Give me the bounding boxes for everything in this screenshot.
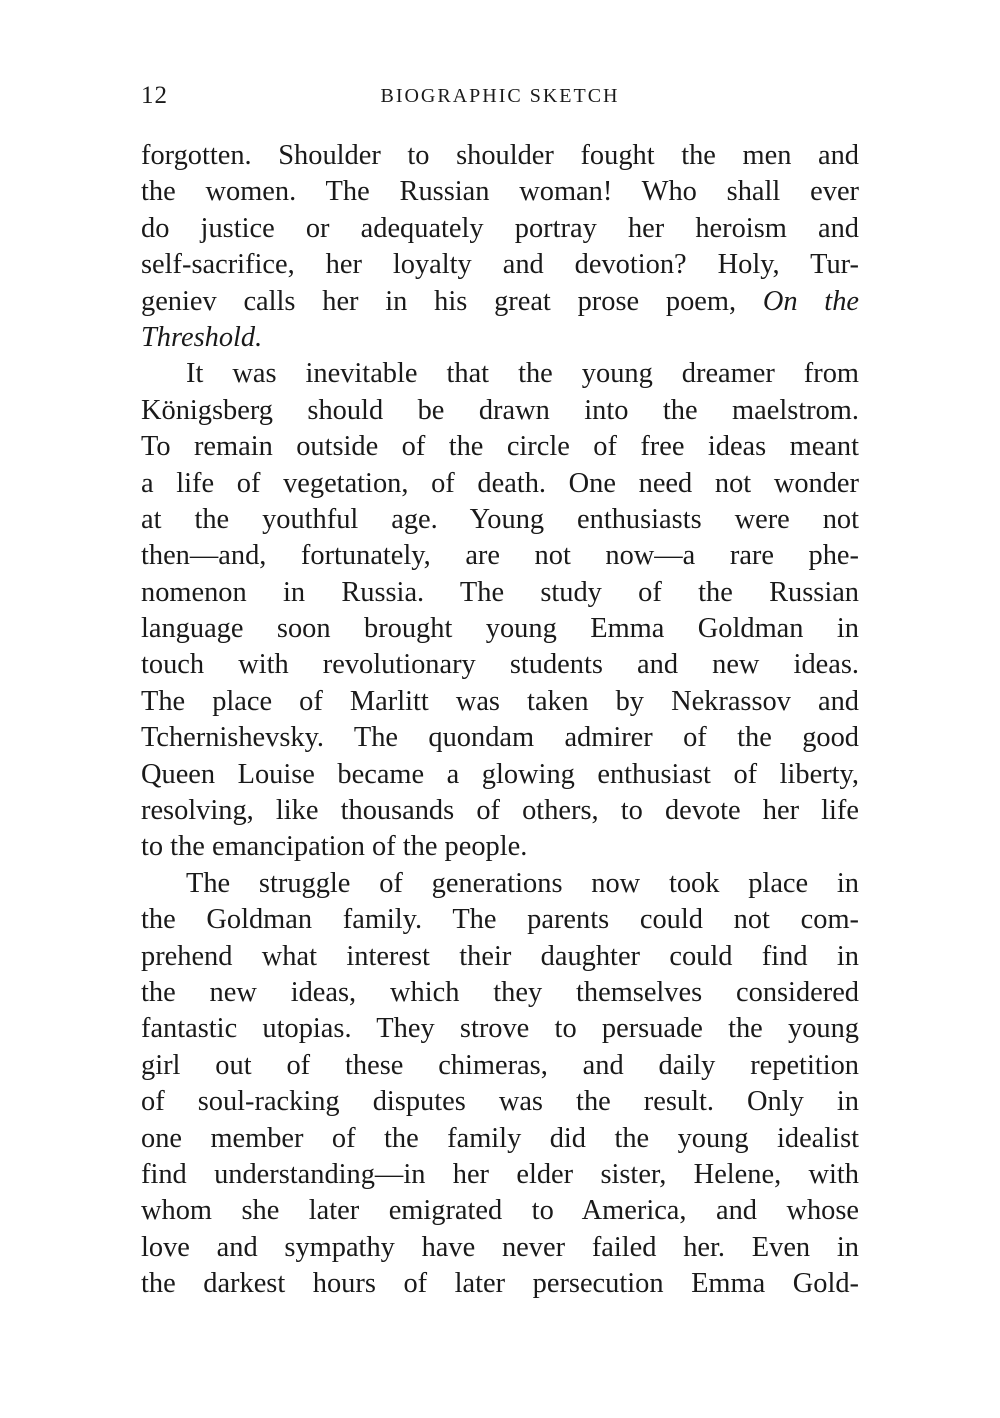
text-line: nomenon in Russia. The study of the Russian [141,576,859,608]
text-line [141,284,859,320]
text-line [141,320,859,356]
text-line: Queen Louise became a glowing enthusiast of liberty, [141,758,859,790]
paragraph-last-line: to the emancipation of the people. [141,831,528,863]
text-line: touch with revolutionary students and new ideas. [141,649,859,681]
text-line: Königsberg should be drawn into the maelstrom. [141,394,859,426]
text-line: self-sacrifice, her loyalty and devotion? Holy, Tur- [141,249,859,281]
text-line: love and sympathy have never failed her. Even in [141,1231,859,1263]
running-title: BIOGRAPHIC SKETCH [380,85,620,107]
paragraph-first-line: It was inevitable that the young dreamer from [186,358,859,390]
text-line: fantastic utopias. They strove to persuade the young [141,1013,859,1045]
text-line: the women. The Russian woman! Who shall ever [141,176,859,208]
text-line: find understanding—in her elder sister, Helene, with [141,1158,859,1190]
text-line: the Goldman family. The parents could not com- [141,904,859,936]
text-line: the darkest hours of later persecution Emma Gold- [141,1268,859,1300]
text-fragment: geniev calls her in his great prose poem, [141,285,763,317]
paragraph-first-line: The struggle of generations now took place in [186,867,859,899]
book-title-italic: Threshold. [141,321,263,353]
text-line: whom she later emigrated to America, and whose [141,1195,859,1227]
text-line: The place of Marlitt was taken by Nekrassov and [141,685,859,717]
text-line: Tchernishevsky. The quondam admirer of the good [141,722,859,754]
body-text [141,138,859,1303]
text-line: girl out of these chimeras, and daily repetition [141,1049,859,1081]
text-line: forgotten. Shoulder to shoulder fought the men and [141,140,859,171]
text-line: language soon brought young Emma Goldman in [141,613,859,645]
text-line: the new ideas, which they themselves considered [141,976,859,1008]
text-line: at the youthful age. Young enthusiasts were not [141,503,859,535]
text-line: a life of vegetation, of death. One need not wonder [141,467,859,499]
text-line: do justice or adequately portray her heroism and [141,212,859,244]
text-line: of soul-racking disputes was the result. Only in [141,1086,859,1118]
running-head [141,82,859,112]
text-line: one member of the family did the young idealist [141,1122,859,1154]
text-line: prehend what interest their daughter could find in [141,940,859,972]
text-line: resolving, like thousands of others, to devote her life [141,795,859,827]
book-title-italic: On the [762,285,859,317]
text-line: To remain outside of the circle of free ideas meant [141,431,859,463]
page-number: 12 [141,82,168,109]
text-line: then—and, fortunately, are not now—a rare phe- [141,540,859,572]
